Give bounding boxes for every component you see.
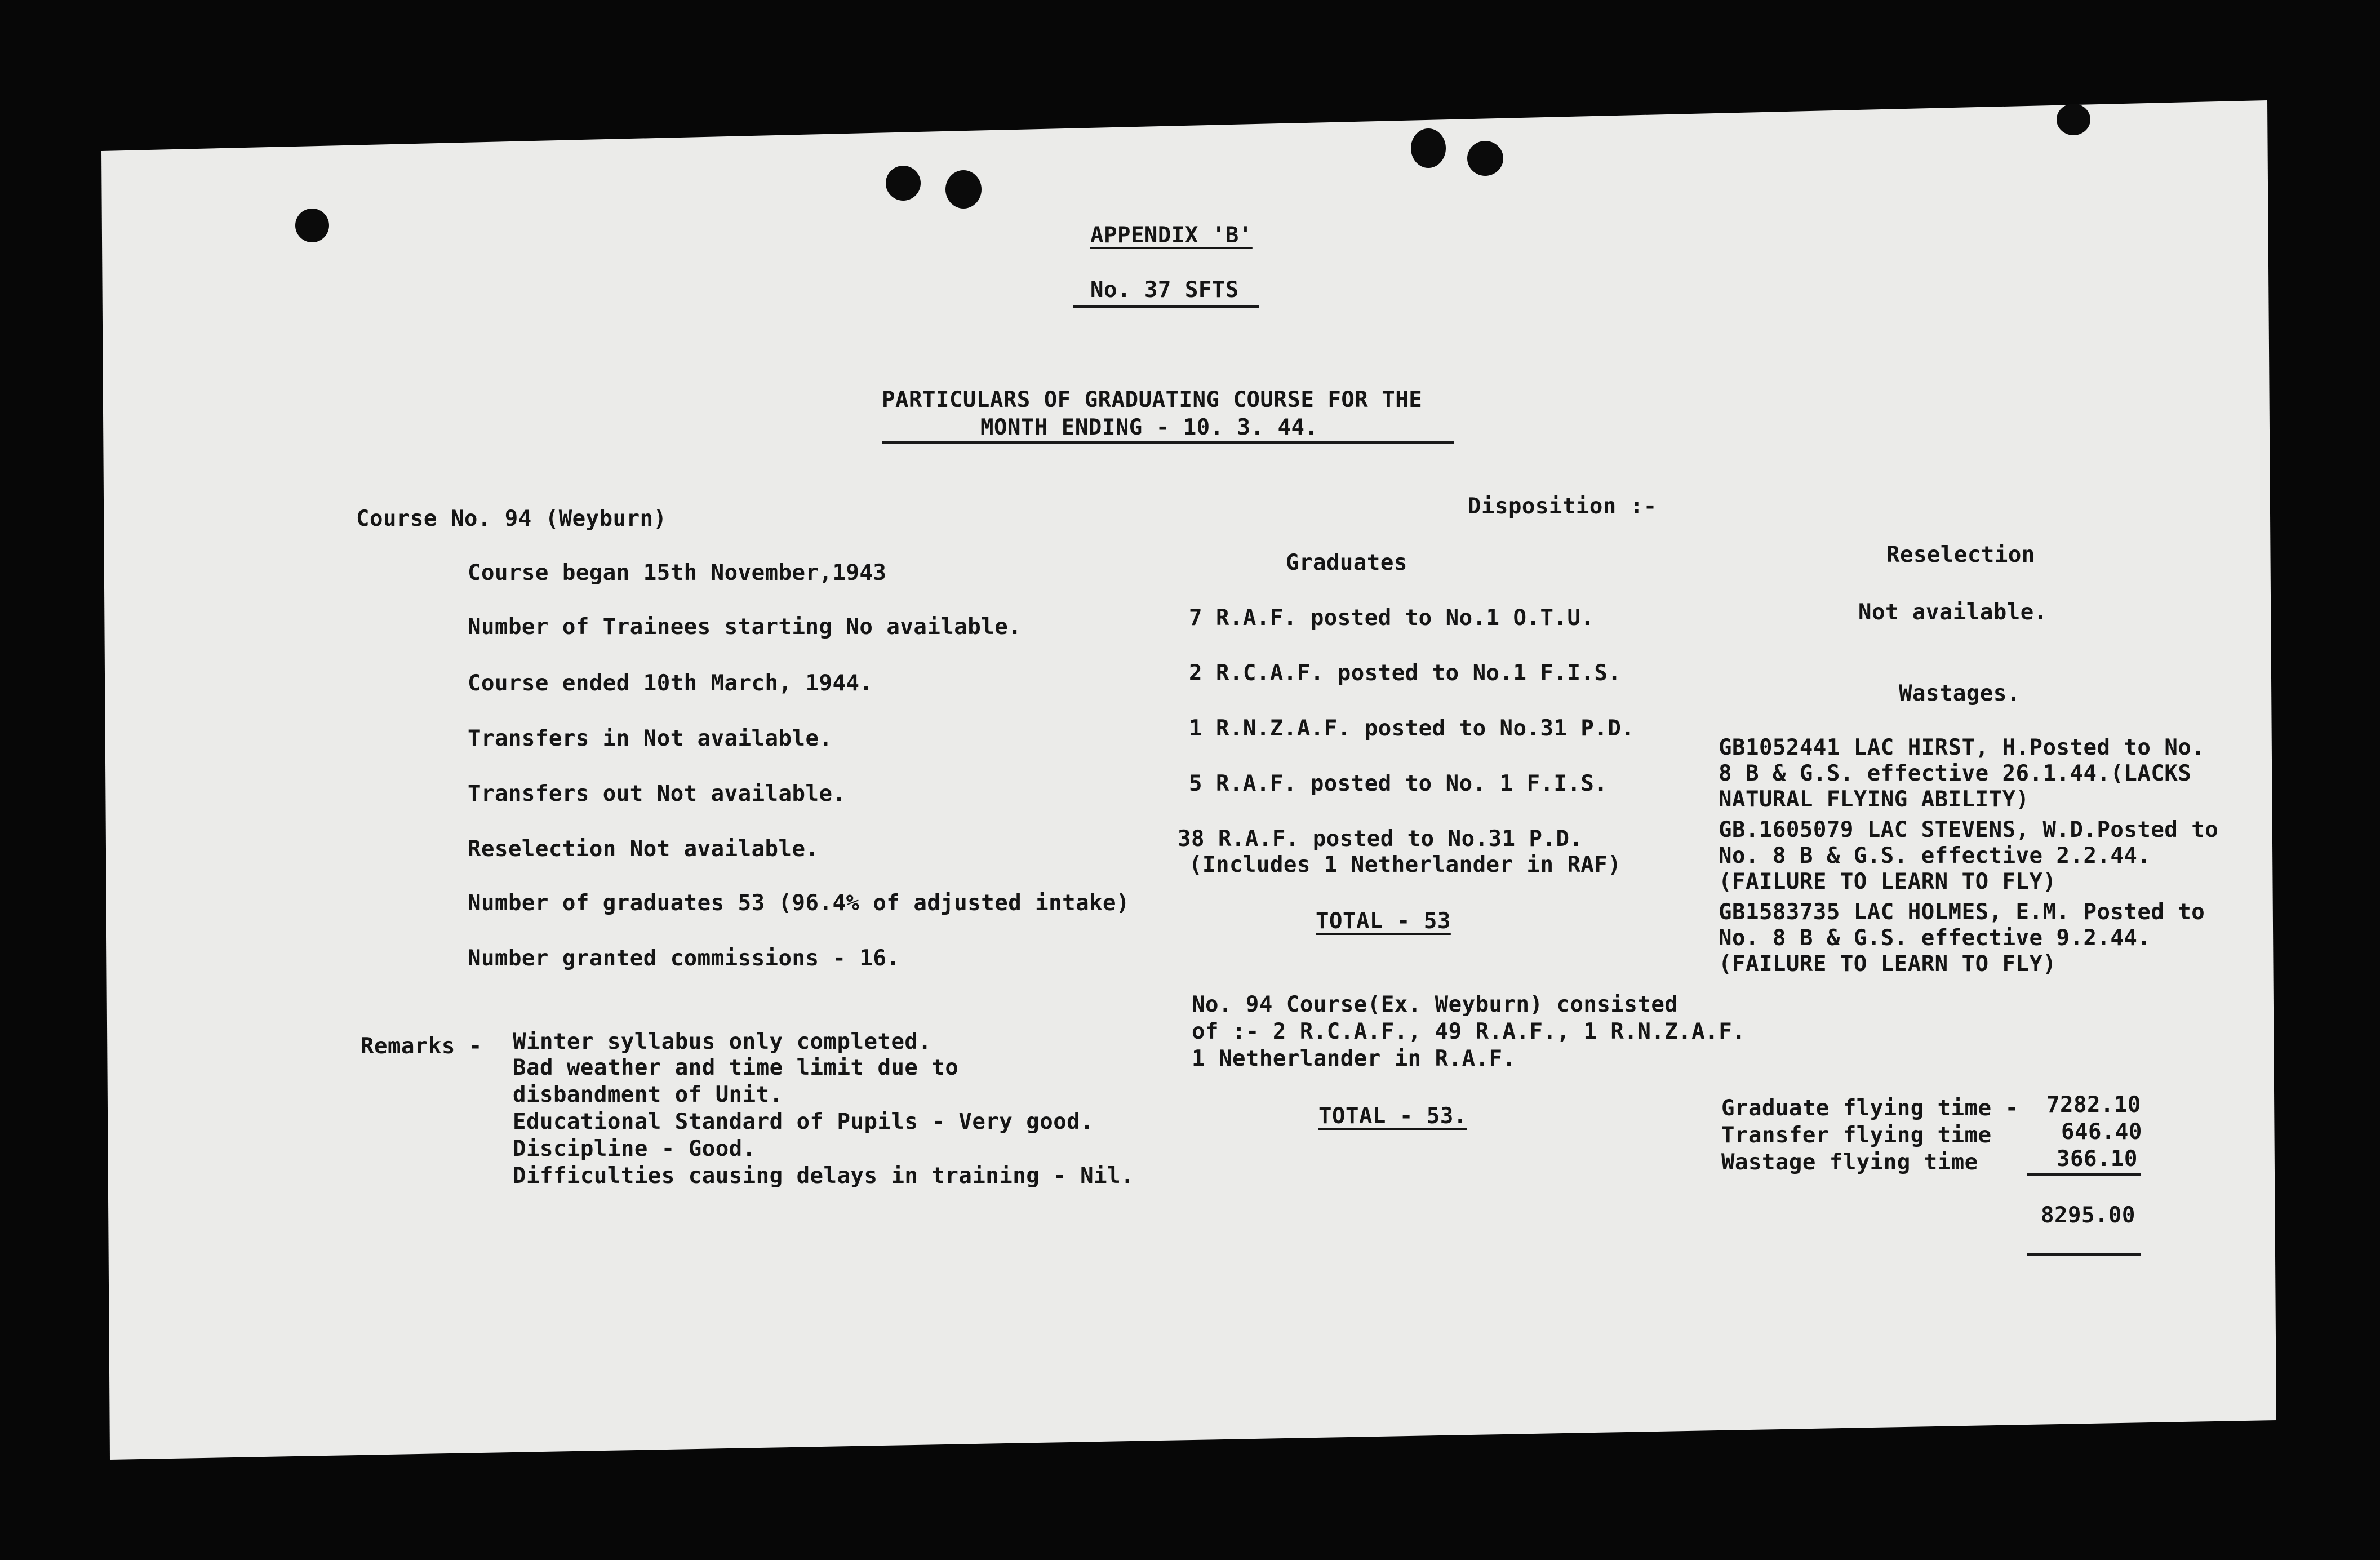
punch-hole bbox=[1467, 141, 1503, 176]
graduate-line: 2 R.C.A.F. posted to No.1 F.I.S. bbox=[1189, 661, 1622, 686]
graduate-line: (Includes 1 Netherlander in RAF) bbox=[1189, 852, 1622, 878]
unit-title: No. 37 SFTS bbox=[1090, 277, 1239, 303]
wastage-line: (FAILURE TO LEARN TO FLY) bbox=[1719, 869, 2057, 894]
title-underline bbox=[882, 441, 1454, 444]
appendix-title: APPENDIX 'B' bbox=[1090, 223, 1253, 248]
remarks-label: Remarks - bbox=[361, 1034, 482, 1059]
wastage-line: GB1583735 LAC HOLMES, E.M. Posted to bbox=[1719, 899, 2205, 925]
graduates-total: TOTAL - 53 bbox=[1316, 908, 1451, 934]
course-row: Transfers out Not available. bbox=[468, 781, 846, 806]
flying-time-value: 646.40 bbox=[2061, 1119, 2142, 1145]
flying-time-value: 7282.10 bbox=[2046, 1092, 2141, 1118]
composition-line: of :- 2 R.C.A.F., 49 R.A.F., 1 R.N.Z.A.F. bbox=[1192, 1019, 1746, 1044]
total-rule bbox=[2027, 1253, 2141, 1256]
wastage-line: GB.1605079 LAC STEVENS, W.D.Posted to bbox=[1719, 817, 2219, 843]
title-line-2: MONTH ENDING - 10. 3. 44. bbox=[980, 415, 1318, 440]
composition-line: No. 94 Course(Ex. Weyburn) consisted bbox=[1192, 992, 1679, 1017]
title-line-1: PARTICULARS OF GRADUATING COURSE FOR THE bbox=[882, 387, 1423, 413]
flying-time-label: Transfer flying time bbox=[1721, 1123, 1992, 1148]
wastage-line: No. 8 B & G.S. effective 9.2.44. bbox=[1719, 925, 2151, 951]
course-row: Number granted commissions - 16. bbox=[468, 946, 900, 971]
graduate-line: 5 R.A.F. posted to No. 1 F.I.S. bbox=[1189, 771, 1608, 796]
flying-time-value: 366.10 bbox=[2057, 1146, 2138, 1172]
punch-hole bbox=[1411, 128, 1446, 168]
course-row: Transfers in Not available. bbox=[468, 726, 833, 751]
remarks-line: disbandment of Unit. bbox=[513, 1082, 783, 1107]
wastages-heading: Wastages. bbox=[1899, 681, 2021, 706]
graduate-line: 38 R.A.F. posted to No.31 P.D. bbox=[1178, 826, 1583, 852]
wastage-line: NATURAL FLYING ABILITY) bbox=[1719, 787, 2030, 812]
reselection-value: Not available. bbox=[1858, 600, 2048, 625]
flying-time-total: 8295.00 bbox=[2041, 1203, 2135, 1228]
punch-hole bbox=[886, 166, 921, 201]
course-row: Course began 15th November,1943 bbox=[468, 560, 887, 586]
punch-hole bbox=[945, 170, 982, 209]
remarks-line: Difficulties causing delays in training - Nil. bbox=[513, 1163, 1135, 1189]
flying-time-label: Wastage flying time bbox=[1721, 1150, 1978, 1175]
sum-rule bbox=[2027, 1173, 2141, 1176]
course-row: Reselection Not available. bbox=[468, 836, 819, 862]
remarks-line: Discipline - Good. bbox=[513, 1136, 756, 1162]
wastage-line: No. 8 B & G.S. effective 2.2.44. bbox=[1719, 843, 2151, 868]
graduate-line: 7 R.A.F. posted to No.1 O.T.U. bbox=[1189, 605, 1595, 631]
graduates-heading: Graduates bbox=[1286, 550, 1407, 575]
remarks-line: Winter syllabus only completed. bbox=[513, 1029, 932, 1054]
unit-underline bbox=[1073, 305, 1259, 308]
disposition-heading: Disposition :- bbox=[1468, 494, 1657, 519]
course-row: Course ended 10th March, 1944. bbox=[468, 671, 873, 696]
composition-line: 1 Netherlander in R.A.F. bbox=[1192, 1046, 1516, 1071]
punch-hole bbox=[295, 209, 329, 242]
course-row: Number of graduates 53 (96.4% of adjusted intake) bbox=[468, 890, 1130, 916]
course-row: Number of Trainees starting No available. bbox=[468, 614, 1022, 640]
wastage-line: GB1052441 LAC HIRST, H.Posted to No. bbox=[1719, 735, 2205, 760]
punch-hole bbox=[2057, 104, 2090, 135]
flying-time-label: Graduate flying time - bbox=[1721, 1096, 2019, 1121]
course-heading: Course No. 94 (Weyburn) bbox=[356, 506, 667, 531]
composition-total: TOTAL - 53. bbox=[1318, 1103, 1467, 1129]
remarks-line: Bad weather and time limit due to bbox=[513, 1055, 959, 1080]
wastage-line: (FAILURE TO LEARN TO FLY) bbox=[1719, 951, 2057, 977]
wastage-line: 8 B & G.S. effective 26.1.44.(LACKS bbox=[1719, 761, 2192, 786]
graduate-line: 1 R.N.Z.A.F. posted to No.31 P.D. bbox=[1189, 716, 1635, 741]
remarks-line: Educational Standard of Pupils - Very good. bbox=[513, 1109, 1094, 1134]
reselection-heading: Reselection bbox=[1886, 542, 2035, 568]
